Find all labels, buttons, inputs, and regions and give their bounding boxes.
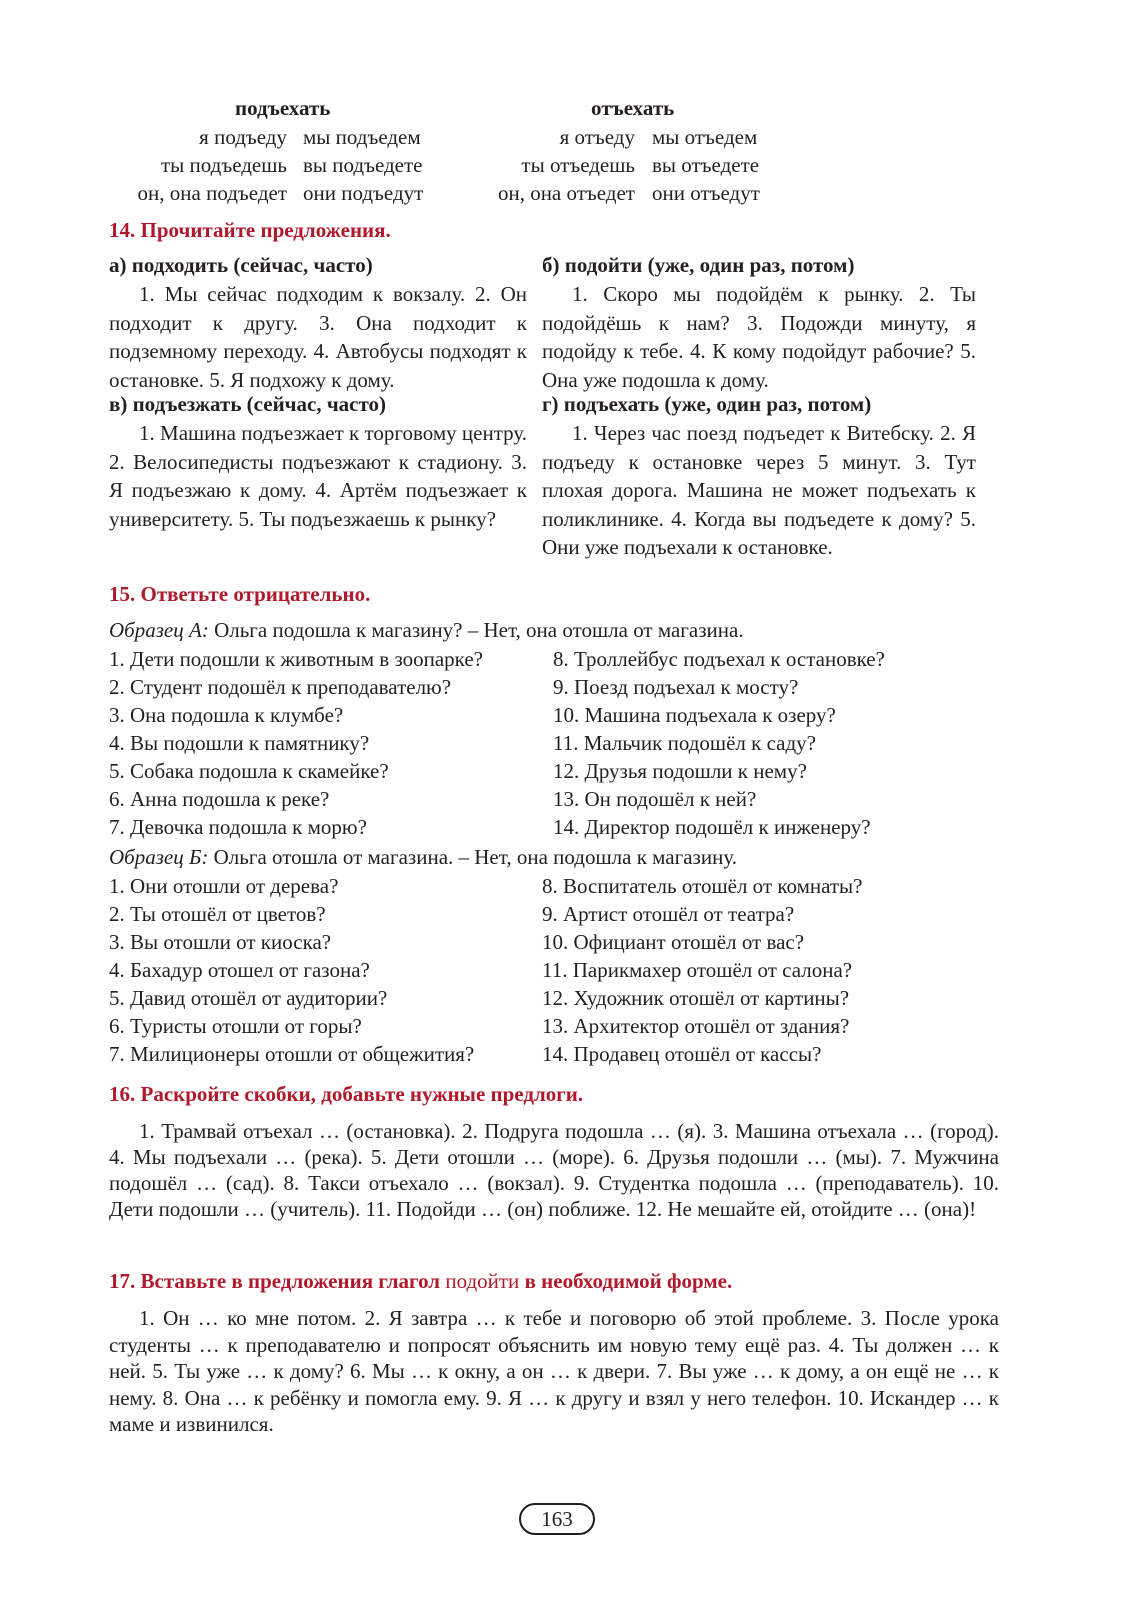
list-item: 4. Бахадур отошел от газона? <box>109 958 370 982</box>
exercise-17-title <box>109 1269 732 1294</box>
conj-title-podyekhat: подъехать <box>235 96 331 120</box>
sample-b-label: Образец Б: <box>109 845 209 869</box>
conj-title-otyekhat: отъехать <box>591 96 675 120</box>
list-item: 1. Они отошли от дерева? <box>109 874 339 898</box>
exercise-17-title-b: в необходимой форме. <box>519 1269 733 1293</box>
list-item: 2. Ты отошёл от цветов? <box>109 902 326 926</box>
conj-cell: они отъедут <box>652 181 760 205</box>
conj-cell: он, она подъедет <box>137 181 287 205</box>
list-item: 8. Воспитатель отошёл от комнаты? <box>542 874 863 898</box>
page-number: 163 <box>519 1503 595 1535</box>
conj-cell: я отъеду <box>559 125 635 149</box>
list-item: 4. Вы подошли к памятнику? <box>109 731 370 755</box>
list-item: 8. Троллейбус подъехал к остановке? <box>553 647 885 671</box>
exercise-14a-heading: а) подходить (сейчас, часто) <box>109 253 373 277</box>
conj-cell: ты подъедешь <box>160 153 287 177</box>
exercise-14b-text: 1. Скоро мы подойдём к рынку. 2. Ты подойдёшь к нам? 3. Подожди минуту, я подойду к тебе. 4. К кому подойдут рабочие? 5. Она уже подошла к дому. <box>542 282 976 392</box>
list-item: 3. Она подошла к клумбе? <box>109 703 344 727</box>
sample-b-text: Ольга отошла от магазина. – Нет, она подошла к магазину. <box>208 845 737 869</box>
conj-cell: мы подъедем <box>303 125 421 149</box>
exercise-14g-heading: г) подъехать (уже, один раз, потом) <box>542 392 872 416</box>
list-item: 1. Дети подошли к животным в зоопарке? <box>109 647 484 671</box>
list-item: 7. Милиционеры отошли от общежития? <box>109 1042 475 1066</box>
list-item: 9. Поезд подъехал к мосту? <box>553 675 799 699</box>
list-item: 13. Он подошёл к ней? <box>553 787 757 811</box>
list-item: 12. Художник отошёл от картины? <box>542 986 850 1010</box>
list-item: 6. Туристы отошли от горы? <box>109 1014 362 1038</box>
exercise-16-text: 1. Трамвай отъехал … (остановка). 2. Подруга подошла … (я). 3. Машина отъехала … (город). 4. Мы подъехали … (река). 5. Дети отошли … (море). 6. Друзья подошли … (мы). 7. Мужчина подошёл … (сад). 8. Такси отъехало … (вокзал). 9. Студентка подошла … (преподаватель). 10. Дети подошли … (учитель). 11. Подойди … (он) поближе. 12. Не мешайте ей, отойдите … (она)! <box>109 1119 999 1221</box>
exercise-14a-text: 1. Мы сейчас подходим к вокзалу. 2. Он подходит к другу. 3. Она подходит к подземному переходу. 4. Автобусы подходят к остановке. 5. Я подхожу к дому. <box>109 282 527 392</box>
exercise-14-title: 14. Прочитайте предложения. <box>109 218 391 242</box>
list-item: 11. Мальчик подошёл к саду? <box>553 731 817 755</box>
conj-cell: ты отъедешь <box>521 153 635 177</box>
list-item: 9. Артист отошёл от театра? <box>542 902 795 926</box>
sample-b <box>109 845 737 870</box>
list-item: 10. Машина подъехала к озеру? <box>553 703 836 727</box>
conj-cell: мы отъедем <box>652 125 758 149</box>
sample-a-text: Ольга подошла к магазину? – Нет, она отошла от магазина. <box>208 618 744 642</box>
list-item: 12. Друзья подошли к нему? <box>553 759 807 783</box>
conj-cell: они подъедут <box>303 181 424 205</box>
list-item: 5. Давид отошёл от аудитории? <box>109 986 388 1010</box>
list-item: 10. Официант отошёл от вас? <box>542 930 805 954</box>
conj-cell: он, она отъедет <box>497 181 635 205</box>
exercise-17-title-a: 17. Вставьте в предложения глагол <box>109 1269 446 1293</box>
exercise-15-title: 15. Ответьте отрицательно. <box>109 582 371 606</box>
exercise-14v-text: 1. Машина подъезжает к торговому центру. 2. Велосипедисты подъезжают к стадиону. 3. Я подъезжаю к дому. 4. Артём подъезжает к университету. 5. Ты подъезжаешь к рынку? <box>109 421 527 531</box>
exercise-17-text: 1. Он … ко мне потом. 2. Я завтра … к тебе и поговорю об этой проблеме. 3. После урока студенты … к преподавателю и попросят объяснить им новую тему ещё раз. 4. Ты должен … к ней. 5. Ты уже … к дому? 6. Мы … к окну, а он … к двери. 7. Вы уже … к дому, а он ещё не … к нему. 8. Она … к ребёнку и помогла ему. 9. Я … к другу и взял у него телефон. 10. Искандер … к маме и извинился. <box>109 1306 999 1436</box>
list-item: 14. Директор подошёл к инженеру? <box>553 815 871 839</box>
list-item: 2. Студент подошёл к преподавателю? <box>109 675 452 699</box>
exercise-14g-text: 1. Через час поезд подъедет к Витебску. 2. Я подъеду к остановке через 5 минут. 3. Тут плохая дорога. Машина не может подъехать к поликлинике. 4. Когда вы подъедете к дому? 5. Они уже подъехали к остановке. <box>542 421 976 559</box>
conj-cell: вы отъедете <box>652 153 760 177</box>
conj-cell: я подъеду <box>199 125 287 149</box>
list-item: 7. Девочка подошла к морю? <box>109 815 367 839</box>
sample-a-label: Образец А: <box>109 618 209 642</box>
list-item: 3. Вы отошли от киоска? <box>109 930 332 954</box>
list-item: 11. Парикмахер отошёл от салона? <box>542 958 853 982</box>
list-item: 14. Продавец отошёл от кассы? <box>542 1042 822 1066</box>
exercise-14b-heading: б) подойти (уже, один раз, потом) <box>542 253 855 277</box>
exercise-16-title: 16. Раскройте скобки, добавьте нужные предлоги. <box>109 1082 584 1106</box>
sample-a <box>109 618 744 643</box>
list-item: 5. Собака подошла к скамейке? <box>109 759 389 783</box>
exercise-14v-heading: в) подъезжать (сейчас, часто) <box>109 392 387 416</box>
list-item: 6. Анна подошла к реке? <box>109 787 330 811</box>
conj-cell: вы подъедете <box>303 153 423 177</box>
exercise-17-title-verb: подойти <box>445 1269 520 1293</box>
list-item: 13. Архитектор отошёл от здания? <box>542 1014 850 1038</box>
